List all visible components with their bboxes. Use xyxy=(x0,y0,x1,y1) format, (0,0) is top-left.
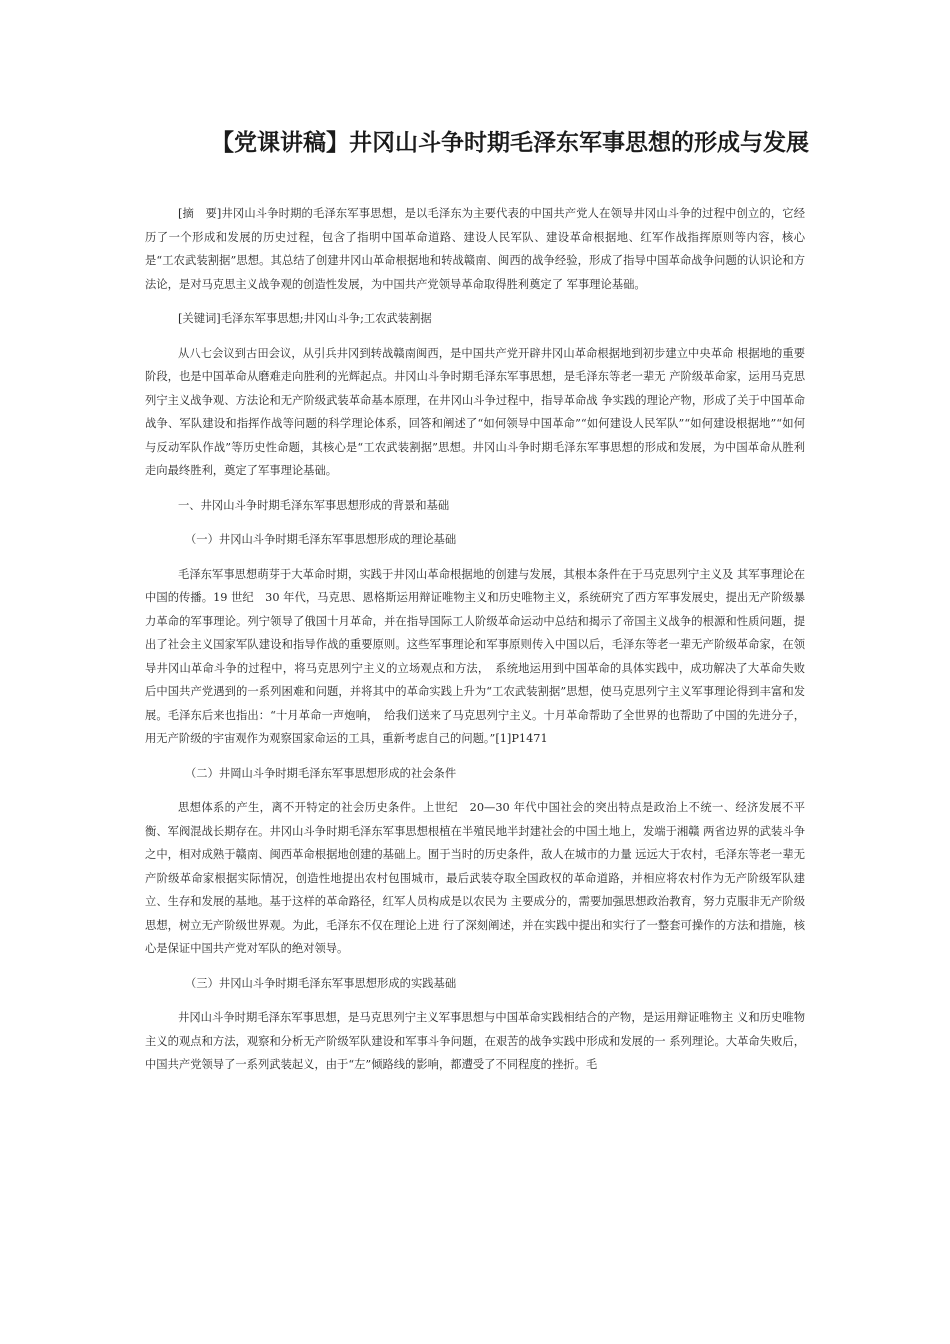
subsection-paragraph-3: 井冈山斗争时期毛泽东军事思想，是马克思列宁主义军事思想与中国革命实践相结合的产物，是运用辩证唯物主 义和历史唯物主义的观点和方法，观察和分析无产阶级军队建设和军事斗争问题，在艰苦的战争实践中形成和发展的一 系列理论。大革命失败后，中国共产党领导了一系列武装起义，由于“左”倾路线的影响，都遭受了不同程度的挫折。毛 xyxy=(145,1011,805,1071)
subsection-heading-2: （二）井岡山斗争时期毛泽东军事思想形成的社会条件 xyxy=(185,766,457,780)
document-body xyxy=(145,202,805,1088)
section-heading-1: 一、井冈山斗争时期毛泽东军事思想形成的背景和基础 xyxy=(178,498,450,512)
intro-paragraph: 从八七会议到古田会议，从引兵井冈到转战赣南闽西，是中国共产党开辟井冈山革命根据地到初步建立中央革命 根据地的重要阶段，也是中国革命从磨难走向胜利的光辉起点。井冈山斗争时期毛泽东军事思想，是毛泽东等老一辈无 产阶级革命家，运用马克思列宁主义战争观、方法论和无产阶级武装革命基本原理，在井冈山斗争过程中，指导革命战 争实践的理论产物，形成了关于中国革命战争、军队建设和指挥作战等问题的科学理论体系，回答和阐述了“如何领导中国革命”“如何建设人民军队”“如何建设根据地”“如何与反动军队作战”等历史性命题，其核心是“工农武装割据”思想。井冈山斗争时期毛泽东军事思想的形成和发展，为中国革命从胜利走向最终胜利，奠定了军事理论基础。 xyxy=(145,346,805,477)
subsection-paragraph-2: 思想体系的产生，离不开特定的社会历史条件。上世纪 20—30 年代中国社会的突出特点是政治上不统一、经济发展不平衡、军阀混战长期存在。井冈山斗争时期毛泽东军事思想根植在半殖民地半封建社会的中国土地上，发端于湘赣 两省边界的武装斗争之中，相对成熟于赣南、闽西革命根据地创建的基础上。囿于当时的历史条件，敌人在城市的力量 远远大于农村，毛泽东等老一辈无产阶级革命家根据实际情况，创造性地提出农村包围城市，最后武装夺取全国政权的革命道路，并相应将农村作为无产阶级军队建立、生存和发展的基地。基于这样的革命路径，红军人员构成是以农民为 主要成分的，需要加强思想政治教育，努力克服非无产阶级思想，树立无产阶级世界观。为此，毛泽东不仅在理论上进 行了深刻阐述，并在实践中提出和实行了一整套可操作的方法和措施，核心是保证中国共产党对军队的绝对领导。 xyxy=(145,801,805,955)
subsection-heading-1: （一）井冈山斗争时期毛泽东军事思想形成的理论基础 xyxy=(185,533,457,546)
document-title: 【党课讲稿】井冈山斗争时期毛泽东军事思想的形成与发展 xyxy=(211,130,809,156)
subsection-heading-3: （三）井冈山斗争时期毛泽东军事思想形成的实践基础 xyxy=(185,976,457,990)
keywords-paragraph: [关键词]毛泽东军事思想;井冈山斗争;工农武装割据 xyxy=(178,312,432,325)
subsection-paragraph-1: 毛泽东军事思想萌芽于大革命时期，实践于井冈山革命根据地的创建与发展，其根本条件在于马克思列宁主义及 其军事理论在中国的传播。19 世纪 30 年代，马克思、恩格斯运用辩证唯物主义和历史唯物主义，系统研究了西方军事发展史，提出无产阶级暴力革命的军事理论。列宁领导了俄国十月革命，并在指导国际工人阶级革命运动中总结和揭示了帝国主义战争的根源和性质问题，提出了社会主义国家军队建设和指导作战的重要原则。这些军事理论和军事原则传入中国以后，毛泽东等老一辈无产阶级革命家，在领导井冈山革命斗争的过程中，将马克思列宁主义的立场观点和方法， 系统地运用到中国革命的具体实践中，成功解决了大革命失败后中国共产党遇到的一系列困难和问题，并将其中的革命实践上升为“工农武装割据”思想，使马克思列宁主义军事理论得到丰富和发展。毛泽东后来也指出：“十月革命一声炮响， 给我们送来了马克思列宁主义。十月革命帮助了全世界的也帮助了中国的先进分子，用无产阶级的宇宙观作为观察国家命运的工具，重新考虑自己的问题。”[1]P1471 xyxy=(145,567,805,745)
abstract-paragraph: [摘 要]井冈山斗争时期的毛泽东军事思想，是以毛泽东为主要代表的中国共产党人在领导井冈山斗争的过程中创立的，它经历了一个形成和发展的历史过程，包含了指明中国革命道路、建设人民军队、建设革命根据地、红军作战指挥原则等内容，核心是“工农武装割据”思想。其总结了创建井冈山革命根据地和转战赣南、闽西的战争经验，形成了指导中国革命战争问题的认识论和方法论，是对马克思主义战争观的创造性发展，为中国共产党领导革命取得胜利奠定了 军事理论基础。 xyxy=(145,207,805,291)
